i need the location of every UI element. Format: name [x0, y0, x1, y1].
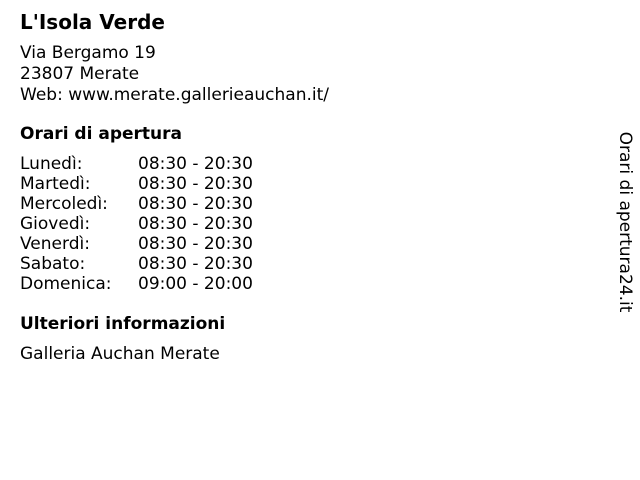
day-label: Giovedì: [20, 214, 91, 234]
day-label: Domenica: [20, 274, 112, 294]
brand-watermark: Orari di apertura24.it [615, 131, 635, 313]
time-range: 08:30 - 20:30 [138, 174, 253, 194]
day-label: Mercoledì: [20, 194, 108, 214]
time-range: 08:30 - 20:30 [138, 254, 253, 274]
opening-hours-heading: Orari di apertura [20, 124, 182, 144]
address-street: Via Bergamo 19 [20, 43, 156, 63]
day-label: Venerdì: [20, 234, 90, 254]
time-range: 08:30 - 20:30 [138, 194, 253, 214]
store-website: Web: www.merate.gallerieauchan.it/ [20, 85, 330, 105]
day-label: Sabato: [20, 254, 86, 274]
time-range: 08:30 - 20:30 [138, 234, 253, 254]
store-address [20, 43, 329, 106]
time-range: 08:30 - 20:30 [138, 154, 253, 174]
day-label: Lunedì: [20, 154, 83, 174]
address-city: 23807 Merate [20, 64, 140, 84]
time-range: 09:00 - 20:00 [138, 274, 253, 294]
additional-info-text: Galleria Auchan Merate [20, 344, 220, 364]
store-name: L'Isola Verde [20, 10, 165, 34]
time-range: 08:30 - 20:30 [138, 214, 253, 234]
additional-info-heading: Ulteriori informazioni [20, 314, 226, 334]
day-label: Martedì: [20, 174, 91, 194]
